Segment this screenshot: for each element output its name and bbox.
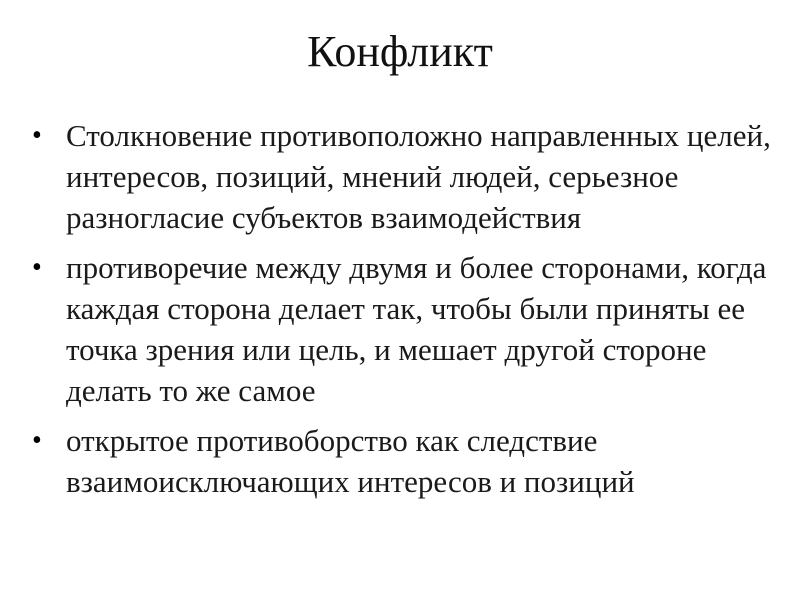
slide-title: Конфликт [307,27,493,76]
bullet-icon: • [32,120,42,151]
bullet-list [28,115,788,511]
bullet-icon: • [32,252,42,283]
bullet-text-2: противоречие между двумя и более сторонами, когда каждая сторона делает так, чтобы были приняты ее точка зрения или цель, и мешает другой стороне делать то же самое [66,250,767,408]
bullet-item-1 [28,115,788,238]
bullet-text-3: открытое противоборство как следствие взаимоисключающих интересов и позиций [66,423,635,499]
bullet-item-2 [28,247,788,411]
bullet-icon: • [32,425,42,456]
bullet-item-3 [28,420,788,502]
bullet-text-1: Столкновение противоположно направленных целей, интересов, позиций, мнений людей, серьезное разногласие субъектов взаимодействия [66,118,771,235]
